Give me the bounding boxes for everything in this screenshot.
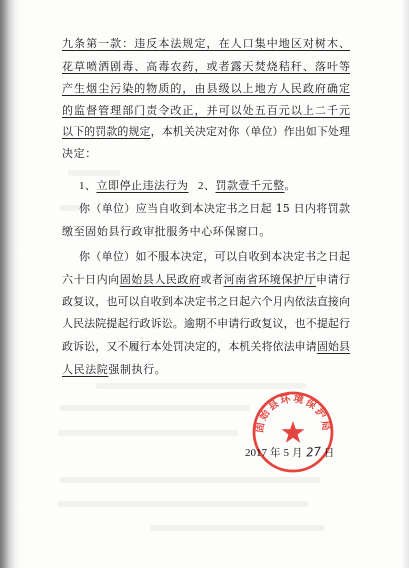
text-line bbox=[62, 362, 350, 378]
text-line bbox=[62, 124, 350, 140]
date-day-handwritten: 27 bbox=[304, 444, 322, 460]
line-text: 。 bbox=[284, 179, 296, 192]
text-line bbox=[62, 224, 350, 240]
filled-field: 九条第一款：违反本法规定，在人口集中地区对树木、 bbox=[62, 37, 350, 50]
filled-field: 河南省环境保护厅 bbox=[223, 273, 316, 286]
bleed-through-mark bbox=[60, 477, 320, 483]
line-text: 决定： bbox=[62, 147, 97, 160]
date-month-label: 月 bbox=[292, 447, 303, 459]
filled-field: 的监督管理部门责令改正，并可以处五百元以上二千元 bbox=[62, 104, 350, 117]
filled-field: 罚款壹千元整 bbox=[215, 179, 285, 192]
date-day-label: 日 bbox=[323, 447, 335, 459]
text-line bbox=[62, 36, 350, 52]
decision-item-1 bbox=[79, 178, 189, 194]
date-year: 2017 bbox=[245, 447, 267, 459]
line-text: 缴至固始县行政审批服务中心环保窗口。 bbox=[62, 225, 271, 238]
decision-item-2 bbox=[198, 178, 296, 194]
bleed-through-mark bbox=[150, 525, 325, 531]
line-text: 强制执行。 bbox=[108, 363, 167, 376]
official-seal-stamp bbox=[250, 389, 336, 475]
text-line bbox=[62, 59, 350, 75]
filled-field: 立即停止违法行为 bbox=[96, 179, 189, 192]
line-text: 人民法院提起行政诉讼。逾期不申请行政复议，也不提起行 bbox=[62, 317, 350, 330]
text-line bbox=[79, 249, 350, 265]
text-line bbox=[62, 146, 350, 162]
line-text: 政诉讼，又不履行本处罚决定的，本机关将依法申请 bbox=[62, 340, 317, 353]
line-text: 申请行 bbox=[315, 273, 351, 286]
text-line bbox=[62, 103, 350, 119]
line-text: 你（单位）应当自收到本决定书之日起 15 日内将罚款 bbox=[79, 202, 350, 215]
line-text: ，本机关决定对你（单位）作出如下处理 bbox=[150, 125, 350, 138]
decision-number: 1、 bbox=[79, 180, 97, 192]
text-line bbox=[62, 316, 350, 332]
filled-field: 以下的罚款的规定 bbox=[62, 125, 151, 138]
text-line bbox=[62, 81, 350, 97]
filled-field: 固始县人民政府 bbox=[119, 273, 201, 286]
decision-number: 2、 bbox=[198, 180, 216, 192]
line-text: 六十日内向 bbox=[62, 273, 120, 286]
seal-text-path: 固始县环境保护局 bbox=[254, 393, 332, 434]
filled-field: 固始县 bbox=[316, 340, 351, 353]
text-line bbox=[62, 339, 350, 355]
scan-edge-shadow-right bbox=[401, 0, 409, 568]
star-icon bbox=[282, 421, 305, 443]
bleed-through-mark bbox=[58, 501, 308, 507]
filled-field: 花草喷洒剧毒、高毒农药，或者露天焚烧秸秆、落叶等 bbox=[62, 60, 350, 73]
filled-field: 人民法院 bbox=[62, 363, 109, 376]
date-year-label: 年 bbox=[270, 447, 281, 459]
filled-field: 产生烟尘污染的物质的，由县级以上地方人民政府确定 bbox=[62, 82, 350, 95]
bleed-through-mark bbox=[60, 405, 250, 411]
text-line bbox=[79, 201, 350, 217]
line-text: 你（单位）如不服本决定，可以自收到本决定书之日起 bbox=[79, 250, 350, 263]
line-text: 政复议，也可以自收到本决定书之日起六个月内依法直接向 bbox=[62, 295, 350, 308]
scan-edge-shadow-left bbox=[0, 0, 20, 568]
text-line bbox=[62, 272, 350, 288]
date-month: 5 bbox=[283, 447, 289, 459]
bleed-through-mark bbox=[58, 430, 238, 436]
text-line bbox=[62, 294, 350, 310]
line-text: 或者 bbox=[200, 273, 224, 286]
bleed-through-mark bbox=[68, 170, 120, 176]
